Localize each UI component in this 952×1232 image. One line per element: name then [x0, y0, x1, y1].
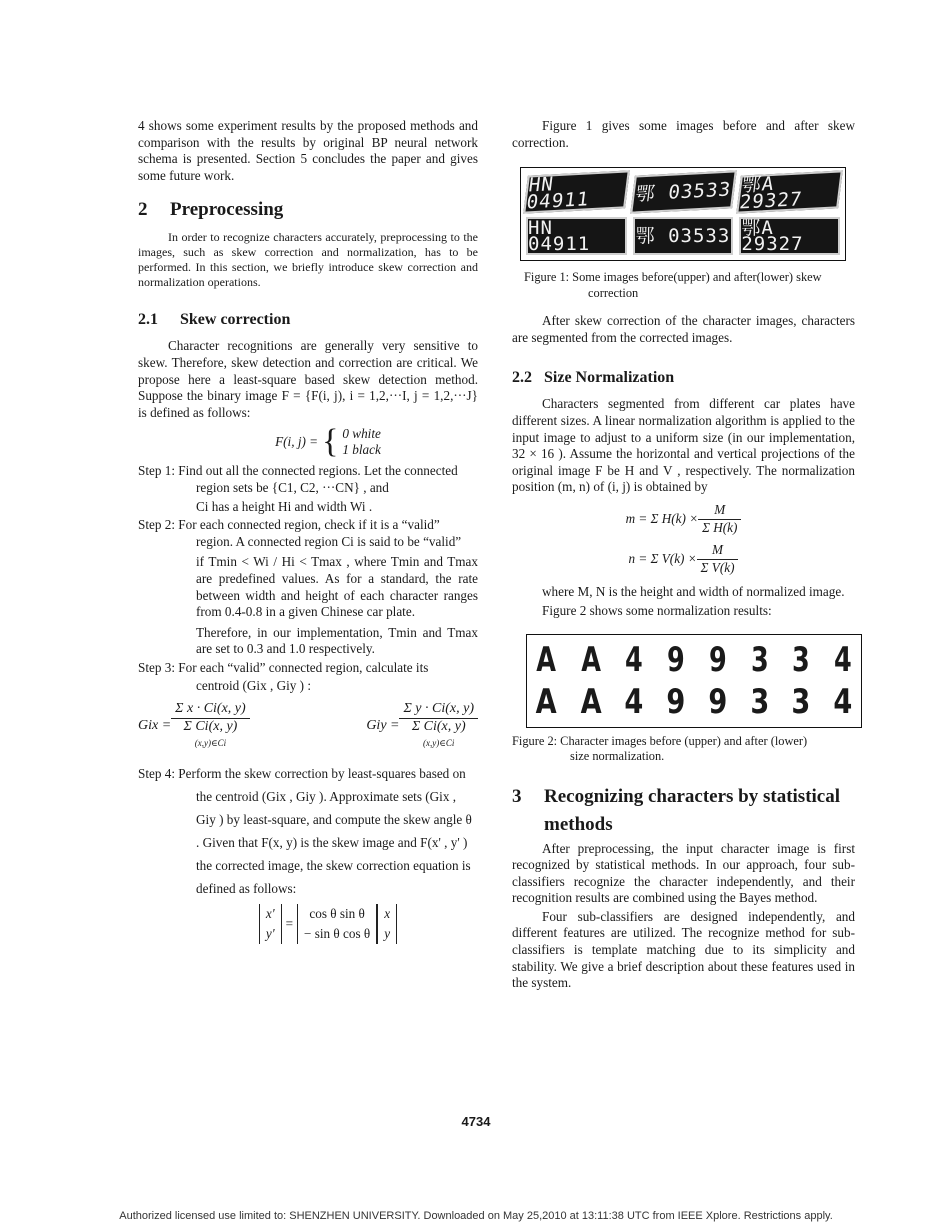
centroid-equations [138, 701, 478, 752]
size-normalization-paragraph: Characters segmented from different car plates have different sizes. A linear normalization algorithm is applied to the input image to adjust to a uniform size (in our implementation, 32 × 16 ). Assume the horizontal and vertical projections of the original image F be H and V , respectively. The normalization position (m, n) of (i, j) is obtained by [512, 396, 855, 495]
step-3 [138, 660, 478, 677]
preprocessing-paragraph: In order to recognize characters accurately, preprocessing to the images, such as skew correction and normalization, has to be performed. In this section, we briefly introduce skew correction and normalization operations. [138, 230, 478, 290]
section-title-cont: methods [544, 813, 613, 835]
gix-denominator: Σ Ci(x, y) [183, 718, 238, 734]
step-1-continued: Ci has a height Hi and width Wi . [196, 498, 373, 514]
plate-after-3: 鄂A 29327 [739, 217, 840, 255]
skew-paragraph: Character recognitions are generally very sensitive to skew. Therefore, skew detection and correction are critical. We propose here a least-square based skew detection method. Suppose the binary image F = {F(i, j), i = 1,2,···I, j = 1,2,···J} is defined as follows: [138, 338, 478, 420]
corrected-vector [259, 904, 282, 944]
matrix-row-1: cos θ sin θ [309, 905, 365, 921]
section-2-heading [138, 198, 478, 222]
char-before: A [536, 639, 557, 680]
gix-numerator: Σ x · Ci(x, y) [171, 701, 250, 719]
subsection-number: 2.1 [138, 311, 158, 329]
n-numerator: M [697, 542, 739, 560]
equation-case-white: 0 white [342, 425, 381, 441]
step-label: Step 4: [138, 765, 175, 781]
n-equation [512, 542, 855, 576]
binary-image-equation [178, 425, 478, 459]
step-text: Perform the skew correction by least-squares based on the centroid (Gix , Giy ). Approximate sets (Gix , Giy ) by least-square, and compute the skew angle θ . Given that F(x, y) is the skew image and F(x' , y' ) the corrected image, the skew correction equation is defined as follows: [178, 765, 472, 896]
m-numerator: M [698, 502, 741, 520]
giy-equation [366, 701, 478, 752]
char-after: 4 [833, 681, 853, 722]
equation-cases [342, 426, 380, 459]
char-before: 9 [666, 639, 685, 680]
figure-1-caption [524, 270, 855, 301]
char-after: 9 [666, 681, 686, 722]
section-number: 3 [512, 785, 522, 807]
caption-text: Figure 2: Character images before (upper) and after (lower) [512, 733, 808, 748]
skew-correction-matrix-equation [178, 904, 478, 944]
n-denominator: Σ V(k) [700, 559, 735, 575]
char-before: 9 [708, 639, 727, 680]
equals-sign: = [285, 915, 294, 931]
plate-before-1: HN 04911 [523, 171, 629, 214]
char-before: A [580, 639, 601, 680]
skew-vector [377, 904, 397, 944]
char-before: 3 [750, 639, 769, 680]
section-3-paragraph-1: After preprocessing, the input character image is first recognized by statistical methods. In our approach, four sub-classifiers recognize the character independently, and their recognition results are combined using the Bayes method. [512, 840, 855, 906]
brace-symbol: { [322, 423, 339, 461]
section-title: Recognizing characters by statistical [544, 785, 841, 807]
right-column [512, 118, 855, 992]
subsection-title: Skew correction [180, 311, 291, 329]
plate-before-2: 鄂 03533 [630, 171, 736, 214]
char-after: 9 [708, 681, 728, 722]
page-number: 4734 [461, 1114, 491, 1129]
vector-x: x [384, 905, 391, 921]
char-after: 3 [749, 681, 769, 722]
giy-denominator: Σ Ci(x, y) [411, 718, 466, 734]
gix-lhs: Gix = [138, 718, 172, 734]
vector-x-prime: x' [265, 905, 275, 921]
char-after: 4 [624, 681, 644, 722]
m-equation [512, 502, 855, 536]
figure-2-intro: Figure 2 shows some normalization results: [542, 602, 772, 618]
equation-lhs: F(i, j) = [275, 434, 319, 450]
char-after: A [580, 681, 602, 722]
step-label: Step 2: [138, 517, 175, 533]
gix-fraction [171, 701, 250, 752]
m-denominator: Σ H(k) [702, 519, 738, 535]
figure-2-caption [512, 734, 855, 765]
section-number: 2 [138, 199, 148, 221]
figure-1-intro: Figure 1 gives some images before and after skew correction. [512, 118, 855, 150]
subsection-2-2-heading [512, 368, 855, 388]
where-paragraph: where M, N is the height and width of normalized image. [542, 584, 845, 600]
subsection-2-1-heading [138, 310, 478, 330]
figure-2-characters [526, 634, 862, 728]
m-fraction [698, 502, 741, 536]
step-text: Find out all the connected regions. Let the connected region sets be {C1, C2, ···CN} , and [178, 463, 458, 495]
figure-1-plates [520, 167, 846, 261]
step-text: For each “valid” connected region, calculate its [178, 659, 429, 675]
left-column [138, 118, 478, 944]
section-title: Preprocessing [170, 199, 284, 221]
gix-equation [138, 701, 250, 752]
vector-y: y [384, 925, 391, 941]
step-2-continued: if Tmin < Wi / Hi < Tmax , where Tmin and Tmax are predefined values. As for a standard, the rate between width and height of each character ranges from 0.4-0.8 in a given Chinese car plate. [196, 554, 478, 620]
subsection-number: 2.2 [512, 369, 532, 387]
characters-after-row [533, 681, 855, 723]
subsection-title: Size Normalization [544, 369, 675, 387]
plate-after-2: 鄂 03533 [633, 217, 734, 255]
gix-sum-subscript: (x,y)∈Ci [194, 738, 227, 749]
caption-text-cont: size normalization. [570, 749, 665, 763]
rotation-matrix [297, 904, 377, 944]
step-3-continued: centroid (Gix , Giy ) : [196, 678, 311, 694]
n-fraction [697, 542, 739, 576]
giy-numerator: Σ y · Ci(x, y) [399, 701, 478, 719]
section-3-heading [512, 783, 855, 839]
license-footer: Authorized licensed use limited to: SHENZHEN UNIVERSITY. Downloaded on May 25,2010 at 13:11:38 UTC from IEEE Xplore. Restrictions apply. [119, 1210, 833, 1222]
plate-after-1: HN 04911 [526, 217, 627, 255]
equation-case-black: 1 black [342, 442, 381, 458]
step-label: Step 1: [138, 463, 175, 479]
caption-text: Figure 1: Some images before(upper) and after(lower) skew [524, 270, 822, 285]
section-3-paragraph-2: Four sub-classifiers are designed independently, and different features are utilized. The recognize method for sub-classifiers is template matching due to its simplicity and stability. We give a brief description about these features used in the system. [512, 908, 855, 991]
step-4 [138, 762, 478, 900]
step-2-continued-2: Therefore, in our implementation, Tmin and Tmax are set to 0.3 and 1.0 respectively. [196, 624, 478, 657]
step-2 [138, 517, 478, 550]
char-before: 4 [834, 639, 853, 680]
char-after: 3 [791, 681, 811, 722]
giy-sum-subscript: (x,y)∈Ci [423, 738, 455, 749]
n-lhs: n = Σ V(k) × [628, 550, 697, 566]
char-before: 3 [792, 639, 811, 680]
after-skew-paragraph: After skew correction of the character images, characters are segmented from the corrected images. [512, 313, 855, 345]
caption-text-cont: correction [588, 285, 639, 300]
giy-fraction [399, 701, 478, 752]
step-label: Step 3: [138, 659, 175, 675]
vector-y-prime: y' [265, 925, 275, 941]
step-text: For each connected region, check if it is a “valid” region. A connected region Ci is said to be “valid” [178, 517, 462, 549]
characters-before-row [533, 639, 855, 681]
matrix-row-2: − sin θ cos θ [304, 925, 371, 941]
giy-lhs: Giy = [366, 718, 400, 734]
m-lhs: m = Σ H(k) × [625, 510, 699, 526]
step-1 [138, 463, 478, 496]
intro-paragraph: 4 shows some experiment results by the proposed methods and comparison with the results by original BP neural network schema is presented. Section 5 concludes the paper and gives some future work. [138, 118, 478, 183]
plate-before-3: 鄂A 29327 [737, 171, 843, 214]
char-after: A [535, 681, 557, 722]
char-before: 4 [624, 639, 643, 680]
